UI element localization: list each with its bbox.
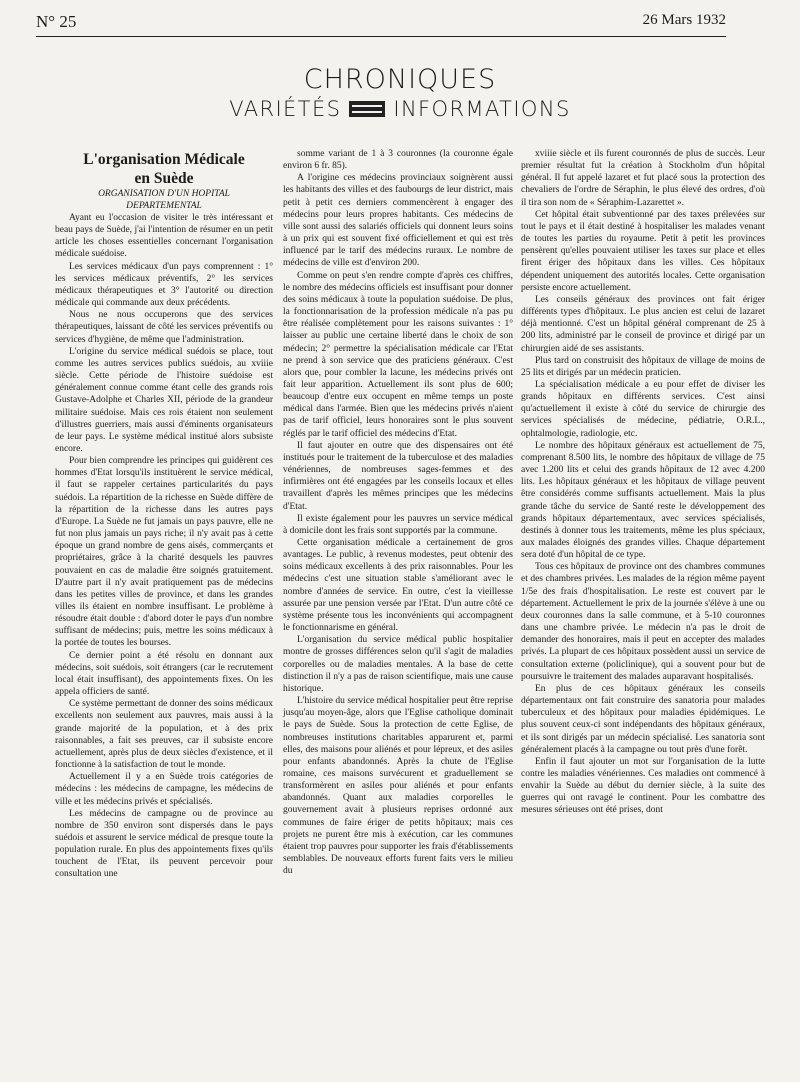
paragraph: L'histoire du service médical hospitalier peut être reprise jusqu'au moyen-âge, alors que l'Eglise catholique dominait le pays de Suède. Sous la protection de cette Eglise, de nombreuses institutions charitables apparurent et, parmi elles, des maisons pour aliénés et pour lépreux, et des asiles pour enfants abandonnés. Après la chute de l'Eglise romaine, ces maisons survécurent et graduellement se transformèrent en asiles pour aliénés et pour enfants abandonnés. Quant aux maladies corporelles le gouvernement avait à plusieurs reprises ordonné aux communes de faire ériger de petits hôpitaux; mais ces projets ne purent être mis à exécution, car les communes étaient trop pauvres pour supporter les frais d'établissements semblables. De nouveaux efforts furent faits vers le milieu du <box>283 696 513 877</box>
paragraph: Ayant eu l'occasion de visiter le très intéressant et beau pays de Suède, j'ai l'intention de résumer en un petit article les choses essentielles concernant l'organisation médicale suédoise. <box>55 213 273 260</box>
paragraph: Nous ne nous occuperons que des services thérapeutiques, laissant de côté les services préventifs ou services d'hygiène, de même que l'administration. <box>55 310 273 345</box>
masthead-title: CHRONIQUES <box>303 64 497 95</box>
paragraph: Les médecins de campagne ou de province au nombre de 350 environ sont dispersés dans le pays suédois et assurent le service médical de presque toute la population rurale. En plus des appointements fixes qu'ils touchent de l'Etat, ils peuvent percevoir pour consultation une <box>55 808 273 880</box>
masthead-left: VARIÉTÉS <box>229 97 342 121</box>
masthead-subtitle <box>0 97 800 121</box>
paragraph: Il existe également pour les pauvres un service médical à domicile dont les frais sont supportés par la commune. <box>283 513 513 536</box>
paragraph: Le nombre des hôpitaux généraux est actuellement de 75, comprenant 8.500 lits, le nombre des hôpitaux de village de 75 avec 1.200 lits et celui des grands hôpitaux de 12 avec 4.200 lits. Les hôpitaux généraux et les hôpitaux de village peuvent être considérés comme suffisants actuellement. Mais la plus grande tâche du service de Santé reste le développement des grands hôpitaux départementaux, avec services spécialisés, destinés à donner tous les traitements, même les plus spéciaux, aux malades éloignés des grandes villes. Chaque département sera doté d'un hôpital de ce type. <box>521 440 765 561</box>
paragraph: somme variant de 1 à 3 couronnes (la couronne égale environ 6 fr. 85). <box>283 149 513 172</box>
article-column-3 <box>521 148 765 817</box>
article-title <box>55 150 273 188</box>
paragraph: Il faut ajouter en outre que des dispensaires ont été institués pour le traitement de la tuberculose et des maladies vénériennes, de nombreuses sages-femmes et des infirmières ont été engagées par les conseils locaux et elles travaillent d'après les mêmes principes que les médecins d'Etat. <box>283 440 513 512</box>
paragraph: Enfin il faut ajouter un mot sur l'organisation de la lutte contre les maladies vénériennes. Ces maladies ont commencé à envahir la Suède au début du dernier siècle, à la suite des guerres qui ont ravagé le continent. Pour les combattre des mesures sérieuses ont été prises, dont <box>521 756 765 816</box>
issue-number: N° 25 <box>36 12 77 31</box>
paragraph: Pour bien comprendre les principes qui guidèrent ces hommes d'Etat lorsqu'ils instituèrent le service médical, il faut se rappeler certaines particularités du pays suédois. La répartition de la richesse en Suède diffère de la répartition de la richesse dans les autres pays d'Europe. La Suède ne fut jamais un pays pauvre, elle ne fut non plus jamais un pays riche; il n'y avait pas à cette époque un grand nombre de gens aisés, commerçants et propriétaires, grâce à la charité desquels les pauvres pouvaient en cas de maladie être soignés gratuitement. D'autre part il n'y avait pratiquement pas de médecins dans les petites villes de province, et dans les grandes villes ils étaient en nombre insuffisant. Le problème à résoudre était double : d'abord doter le pays d'un nombre suffisant de médecins; puis, mettre les soins médicaux à la portée de toutes les bourses. <box>55 456 273 649</box>
article-subtitle-line-1: ORGANISATION D'UN HOPITAL <box>98 189 230 199</box>
article-column-2 <box>283 148 513 877</box>
column-3-body <box>521 148 765 817</box>
paragraph: L'organisation du service médical public hospitalier montre de grosses différences selon qu'il s'agit de maladies corporelles ou de maladies mentales. A la base de cette distinction il n'y a pas de raison scientifique, mais une cause historique. <box>283 635 513 694</box>
issue-date: 26 Mars 1932 <box>642 12 726 28</box>
paragraph: Ce système permettant de donner des soins médicaux excellents non seulement aux pauvres, mais aussi à la grande majorité de la population, et à des prix raisonnables, a fait ses preuves, car il subsiste encore actuellement, après plus de deux siècles d'existence, et il fonctionne à la satisfaction de tout le monde. <box>55 699 273 771</box>
article-title-line-1: L'organisation Médicale <box>83 151 245 168</box>
paragraph: Tous ces hôpitaux de province ont des chambres communes et des chambres privées. Les malades de la région même payent 1/5e des frais d'hospitalisation. Le reste est couvert par le département. Actuellement le prix de la journée s'élève à une ou deux couronnes dans la salle commune, et à 5-10 couronnes dans une chambre privée. Le médecin n'a pas le droit de demander des honoraires, mais il peut en accepter des malades privés. La plupart de ces hôpitaux possèdent aussi un service de consultation externe (policlinique), qui a souvent pour but de poursuivre le traitement des malades auparavant hospitalisés. <box>521 562 765 682</box>
paragraph: Cet hôpital était subventionné par des taxes prélevées sur tout le pays et il était destiné à hospitaliser les malades venant de toutes les parties du royaume. Petit à petit les provinces pensèrent qu'elles pouvaient utiliser les taxes sur place et elles firent ériger des hôpitaux dans les villes. Ces hôpitaux dépendent uniquement des autorités locales. Cette organisation persiste encore actuellement. <box>521 209 765 293</box>
header-rule <box>36 36 726 37</box>
article-subtitle-line-2: DEPARTEMENTAL <box>126 201 202 211</box>
article-title-line-2: en Suède <box>134 170 194 187</box>
paragraph: Ce dernier point a été résolu en donnant aux médecins, soit suédois, soit étrangers (car le recrutement local était insuffisant), des appointements fixes. On les appela officiers de santé. <box>55 650 273 698</box>
article-subtitle <box>55 188 273 212</box>
masthead-right: INFORMATIONS <box>393 97 571 121</box>
paragraph: Les conseils généraux des provinces ont fait ériger différents types d'hôpitaux. Le plus ancien est celui de lazaret déjà mentionné. C'est un hôpital général comprenant de 25 à 200 lits, administré par le conseil de province et dirigé par un chirurgien aidé de ses assistants. <box>521 294 765 354</box>
paragraph: Plus tard on construisit des hôpitaux de village de moins de 25 lits et dirigés par un médecin praticien. <box>521 355 765 378</box>
column-2-body <box>283 148 513 877</box>
paragraph: La spécialisation médicale a eu pour effet de diviser les grands hôpitaux en différents services. C'est ainsi qu'actuellement il existe à côté du service de chirurgie des services spécialisés de médecine, pédiatrie, O.R.L., ophtalmologie, radiologie, etc. <box>521 379 765 439</box>
paragraph: Actuellement il y a en Suède trois catégories de médecins : les médecins de campagne, les médecins de ville et les médecins privés et spécialisés. <box>55 772 273 807</box>
paragraph: Les services médicaux d'un pays comprennent : 1° les services médicaux préventifs, 2° les services médicaux thérapeutiques et 3° l'autorité ou direction médicale qui commande aux deux précédents. <box>55 261 273 309</box>
paragraph: xviiie siècle et ils furent couronnés de plus de succès. Leur premier résultat fut la création à Stockholm d'un hôpital général. Il fut appelé lazaret et fut placé sous la protection des chevaliers de l'ordre de Séraphin, le plus élevé des ordres, d'où il tira son nom de « Séraphim-Lazarettet ». <box>521 149 765 208</box>
paragraph: L'origine du service médical suédois se place, tout comme les autres services publics suédois, au xviiie siècle. Cette période de l'histoire suédoise est généralement connue comme étant celle des grands rois Gustave-Adolphe et Charles XII, période de la grandeur militaire suédoise. Mais ces rois étaient non seulement d'illustres guerriers, mais aussi d'éminents organisateurs de leur pays. Le système médical institué alors subsiste encore. <box>55 346 273 454</box>
page-header <box>36 12 726 34</box>
masthead <box>0 64 800 121</box>
article-column-1 <box>55 150 273 881</box>
paragraph: A l'origine ces médecins provinciaux soignèrent aussi les habitants des villes et des faubourgs de leur district, mais petit à petit ces derniers commencèrent à engager des médecins pour leurs propres habitants. Ces médecins de ville sont aussi des salariés officiels qui donnent leurs soins à un prix qui est souvent fixé officiellement et qui est très influencé par le tarif des médecins ruraux. Le nombre de médecins de ville est d'environ 200. <box>283 173 513 269</box>
column-1-body <box>55 212 273 881</box>
paragraph: En plus de ces hôpitaux généraux les conseils départementaux ont fait construire des sanatoria pour malades tuberculeux et des hôpitaux pour maladies épidémiques. Le plus souvent ceux-ci sont indépendants des hôpitaux généraux, et ils sont dirigés par un médecin spécialisé. Les sanatoria sont généralement placés à la campagne ou tout près d'une forêt. <box>521 683 765 755</box>
paragraph: Comme on peut s'en rendre compte d'après ces chiffres, le nombre des médecins officiels est insuffisant pour donner des soins médicaux à toute la population suédoise. De plus, la fonctionnarisation de la profession médicale n'a pas pu être réalisée complètement pour les raisons suivantes : 1° laisser au public une certaine liberté dans le choix de son médecin; 2° permettre la spécialisation médicale car l'Etat ne prend à son service que des praticiens généraux. C'est alors que, pour combler la lacune, les médecins privés ont fait leur apparition. Actuellement ils sont plus de 600; beaucoup d'entre eux occupent en même temps un poste médical dans l'armée. Bien que les médecins privés n'aient pas de tarif officiel, leurs honoraires sont le plus souvent réglés par le tarif officiel des médecins d'Etat. <box>283 270 513 439</box>
paragraph: Cette organisation médicale a certainement de gros avantages. Le public, à revenus modestes, peut obtenir des soins médicaux excellents à des prix raisonnables. Pour les médecins c'est une situation stable s'améliorant avec le nombre d'années de service. En outre, c'est la vieillesse assurée par une pension versée par l'Etat. D'un autre côté ce système présente tous les inconvénients qui accompagnent le fonctionnarisme en général. <box>283 538 513 634</box>
masthead-logo-icon <box>349 101 385 117</box>
